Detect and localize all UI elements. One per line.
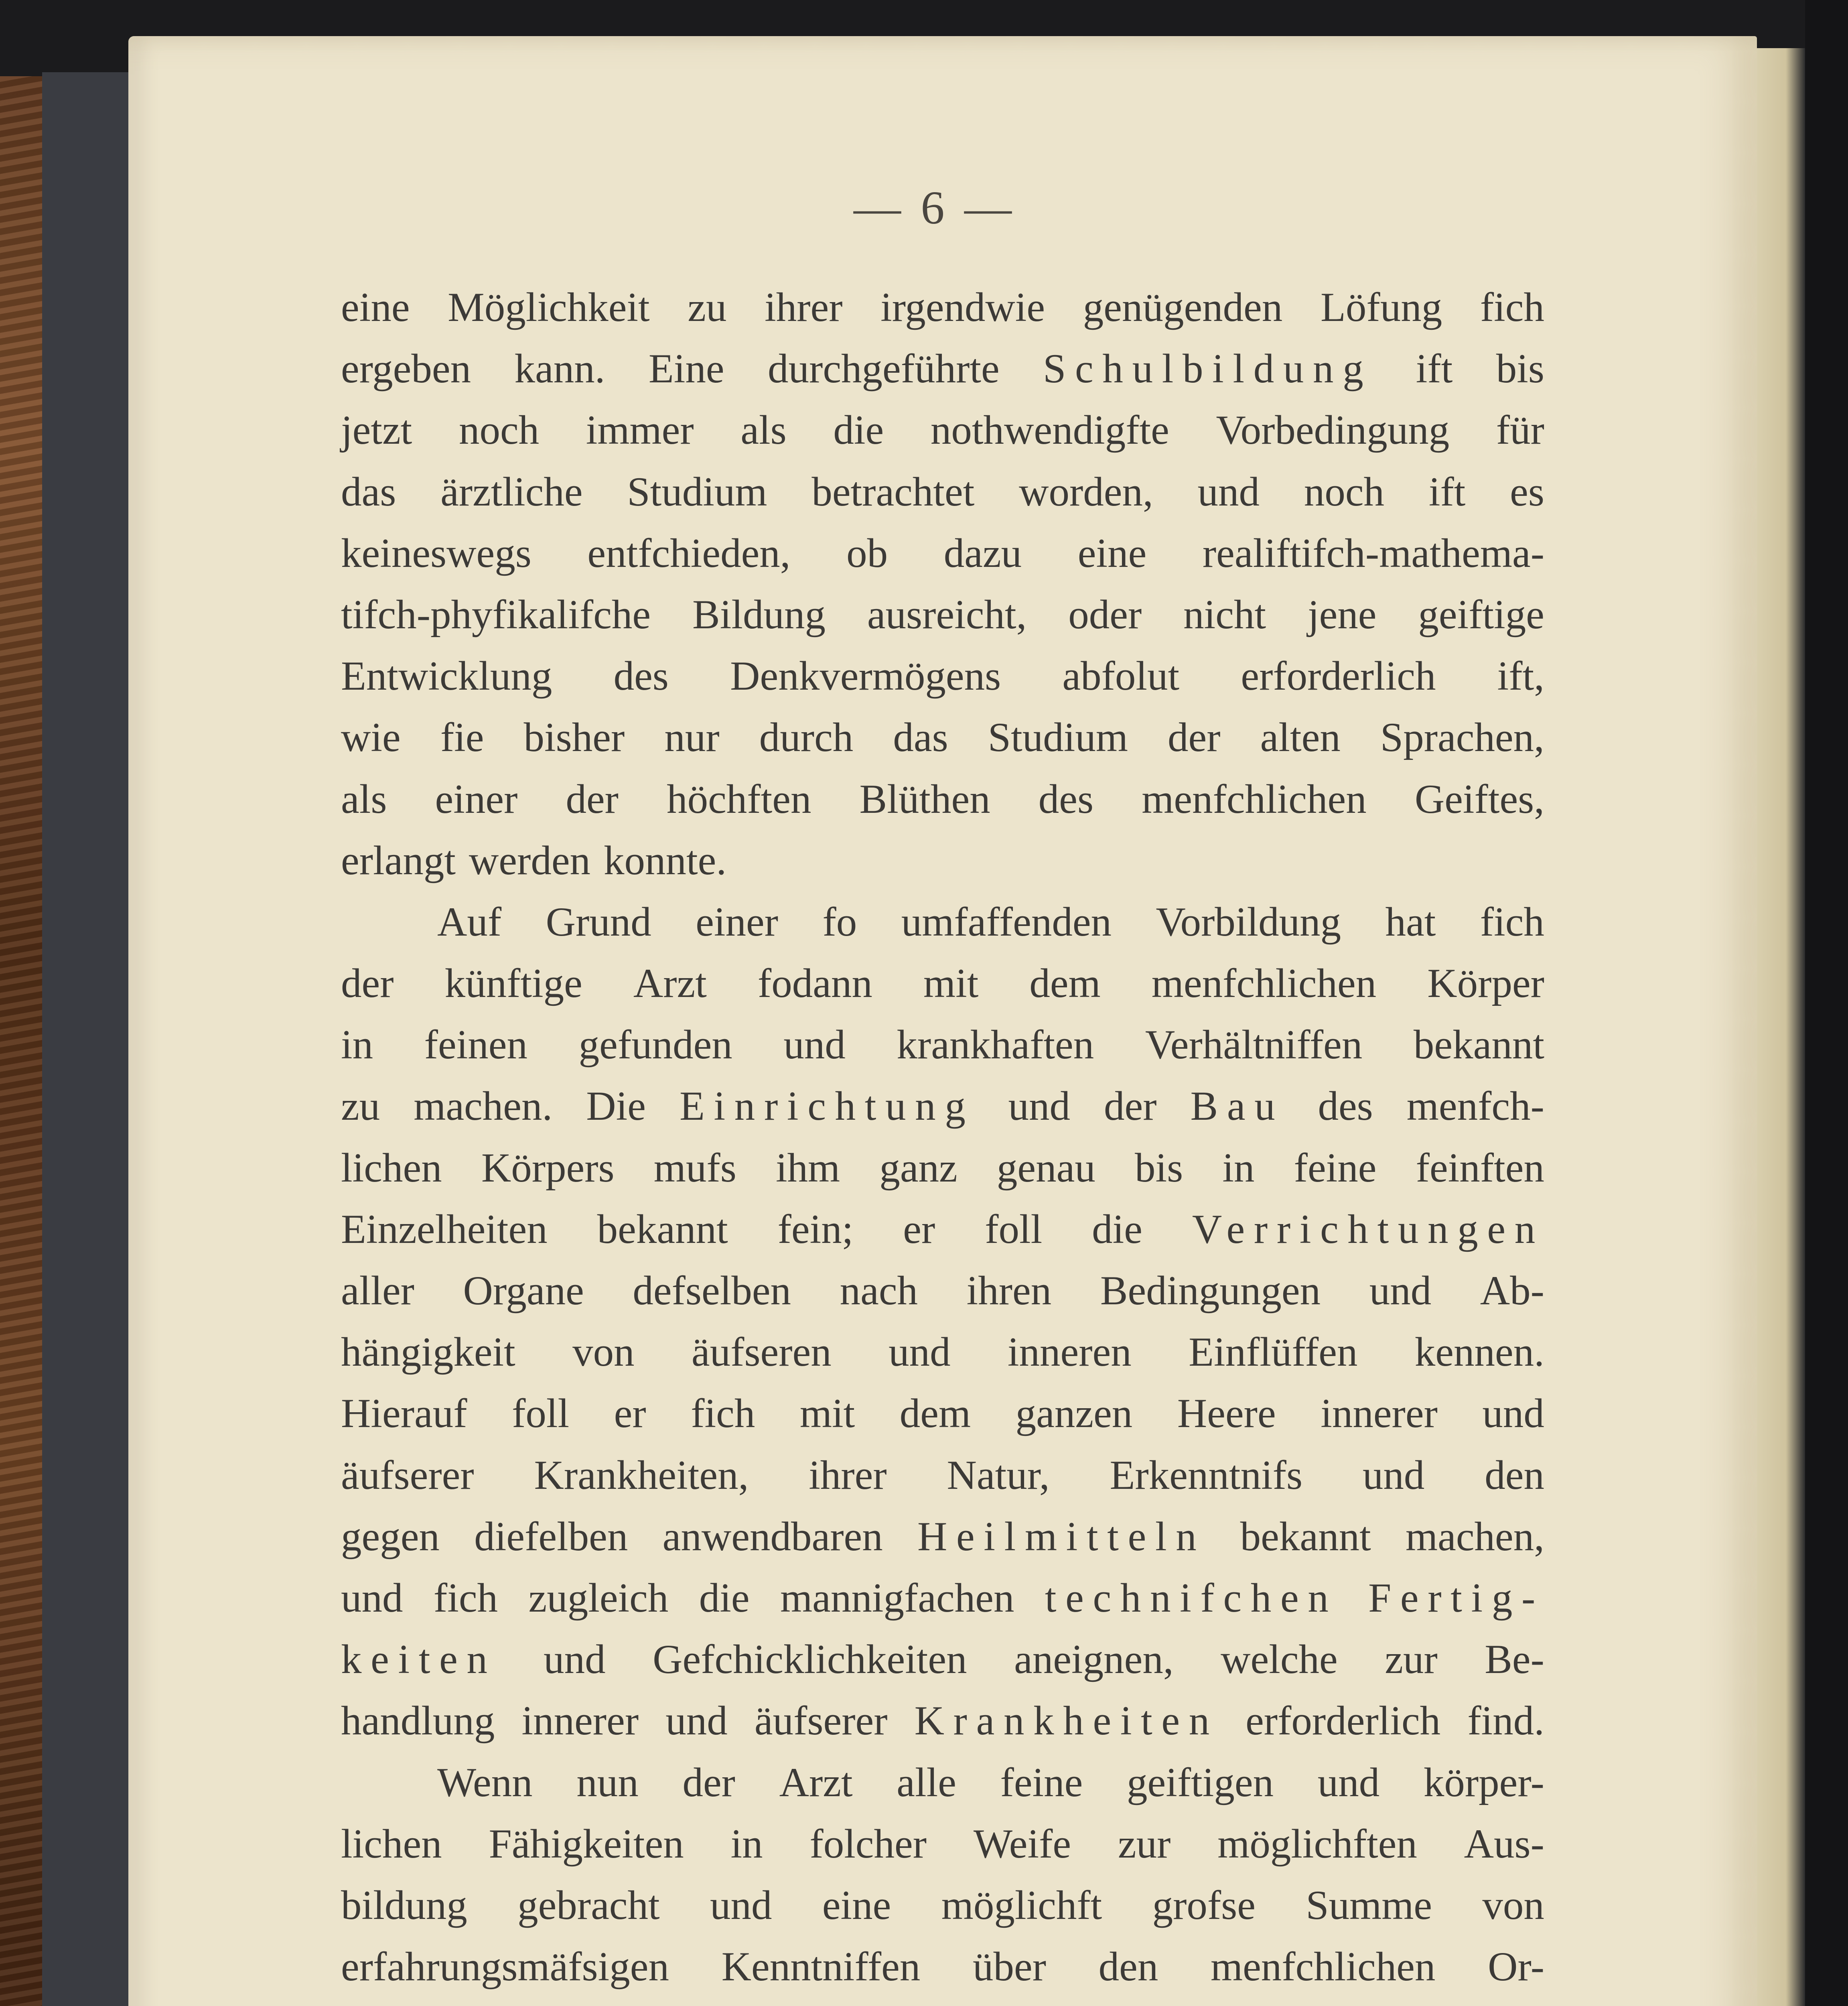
page-stack-edge [1757,48,1805,2006]
text-line: in feinen gefunden und krankhaften Verhältniffen bekannt [341,1022,1544,1068]
text-line: handlung innerer und äufserer Krankheiten erforderlich find. [341,1698,1544,1744]
body-text [341,277,1544,2006]
text-line: Entwicklung des Denkvermögens abfolut erforderlich ift, [341,653,1544,699]
text-line: wie fie bisher nur durch das Studium der alten Sprachen, [341,715,1544,761]
text-line: Auf Grund einer fo umfaffenden Vorbildung hat fich [437,899,1544,945]
text-line: erfahrungsmäfsigen Kenntniffen über den menfchlichen Or- [341,1944,1544,1990]
text-line: erlangt werden konnte. [341,837,727,883]
text-line: Einzelheiten bekannt fein; er foll die Verrichtungen [341,1206,1544,1252]
text-line: lichen Fähigkeiten in folcher Weife zur möglichften Aus- [341,1821,1544,1867]
text-line: zu machen. Die Einrichtung und der Bau des menfch- [341,1083,1544,1129]
text-line: als einer der höchften Blüthen des menfchlichen Geiftes, [341,776,1544,822]
text-line: ergeben kann. Eine durchgeführte Schulbildung ift bis [341,346,1544,392]
background-edge [1805,0,1848,2006]
text-line: tifch-phyfikalifche Bildung ausreicht, oder nicht jene geiftige [341,591,1544,638]
text-line: und fich zugleich die mannigfachen technifchen Fertig- [341,1575,1544,1621]
text-line: gegen diefelben anwendbaren Heilmitteln bekannt machen, [341,1513,1544,1559]
page-number: — 6 — [854,181,1016,234]
text-line: hängigkeit von äufseren und inneren Einflüffen kennen. [341,1329,1544,1375]
text-line: keiten und Gefchicklichkeiten aneignen, welche zur Be- [341,1636,1544,1683]
text-line: äufserer Krankheiten, ihrer Natur, Erkenntnifs und den [341,1452,1544,1498]
text-line: jetzt noch immer als die nothwendigfte Vorbedingung für [341,407,1544,453]
text-line: aller Organe defselben nach ihren Bedingungen und Ab- [341,1268,1544,1314]
text-line: Wenn nun der Arzt alle feine geiftigen und körper- [437,1759,1544,1805]
text-line [341,1998,1544,2006]
text-line: bildung gebracht und eine möglichft grofse Summe von [341,1882,1544,1928]
text-line: das ärztliche Studium betrachtet worden, und noch ift es [341,469,1544,515]
book-spine [0,76,42,2006]
text-line: der künftige Arzt fodann mit dem menfchlichen Körper [341,960,1544,1007]
text-line: Hierauf foll er fich mit dem ganzen Heere innerer und [341,1391,1544,1437]
text-line: eine Möglichkeit zu ihrer irgendwie genügenden Löfung fich [341,284,1544,330]
text-line: keineswegs entfchieden, ob dazu eine realiftifch-mathema- [341,530,1544,576]
text-line: lichen Körpers mufs ihm ganz genau bis in feine feinften [341,1145,1544,1191]
